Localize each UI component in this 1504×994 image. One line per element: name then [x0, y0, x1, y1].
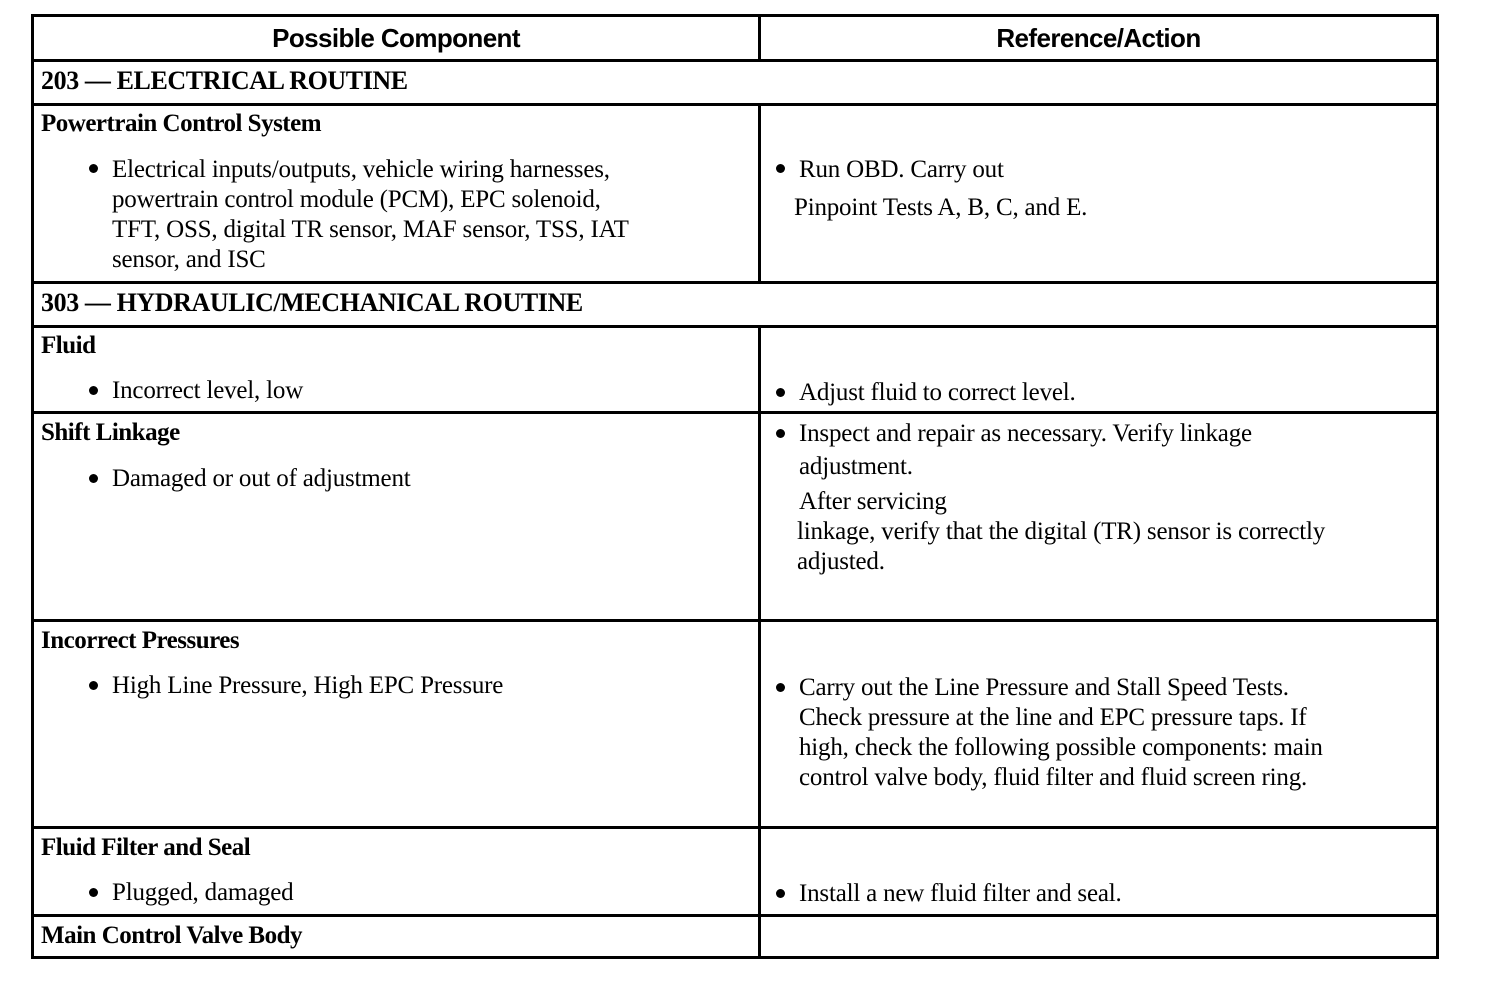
table-border-right — [1436, 14, 1439, 959]
condition-line: Damaged or out of adjustment — [112, 465, 411, 492]
row-divider — [31, 325, 1439, 328]
row-divider — [31, 281, 1439, 284]
bullet-icon — [89, 681, 98, 690]
action-line: After servicing — [799, 488, 947, 515]
row-divider — [31, 103, 1439, 106]
action-line: high, check the following possible components: main — [799, 734, 1323, 761]
component-incorrect-pressures: Incorrect Pressures — [41, 627, 240, 654]
component-fluid: Fluid — [41, 332, 96, 359]
bullet-icon — [89, 888, 98, 897]
column-divider — [758, 103, 761, 284]
table-border-bottom — [31, 956, 1439, 959]
bullet-icon — [89, 386, 98, 395]
table-border-left — [31, 14, 34, 959]
condition-line: Electrical inputs/outputs, vehicle wiring harnesses, — [112, 156, 610, 183]
section-heading-hydraulic-mechanical: 303 — HYDRAULIC/MECHANICAL ROUTINE — [41, 288, 583, 317]
action-line: Run OBD. Carry out — [799, 156, 1004, 183]
bullet-icon — [776, 683, 785, 692]
bullet-icon — [776, 429, 785, 438]
condition-line: Incorrect level, low — [112, 377, 304, 404]
action-line: Check pressure at the line and EPC pressure taps. If — [799, 704, 1307, 731]
column-divider — [758, 325, 761, 959]
condition-line: High Line Pressure, High EPC Pressure — [112, 672, 504, 699]
row-divider — [31, 411, 1439, 414]
component-fluid-filter-and-seal: Fluid Filter and Seal — [41, 834, 251, 861]
action-line: linkage, verify that the digital (TR) sensor is correctly — [797, 518, 1326, 545]
action-line: Adjust fluid to correct level. — [799, 379, 1076, 406]
action-line: adjusted. — [797, 548, 885, 575]
bullet-icon — [776, 388, 785, 397]
component-shift-linkage: Shift Linkage — [41, 419, 180, 446]
condition-line: powertrain control module (PCM), EPC solenoid, — [112, 186, 601, 213]
condition-line: Plugged, damaged — [112, 879, 294, 906]
bullet-icon — [776, 889, 785, 898]
component-main-control-valve-body: Main Control Valve Body — [41, 922, 302, 949]
action-line: control valve body, fluid filter and fluid screen ring. — [799, 764, 1308, 791]
action-line: Inspect and repair as necessary. Verify linkage — [799, 420, 1252, 447]
header-possible-component: Possible Component — [272, 23, 520, 53]
row-divider — [31, 826, 1439, 829]
component-powertrain-control-system: Powertrain Control System — [41, 110, 322, 137]
bullet-icon — [776, 164, 785, 173]
row-divider — [31, 619, 1439, 622]
section-heading-electrical: 203 — ELECTRICAL ROUTINE — [41, 66, 408, 95]
action-line: adjustment. — [799, 453, 913, 480]
bullet-icon — [89, 474, 98, 483]
condition-line: sensor, and ISC — [112, 246, 266, 273]
row-divider — [31, 914, 1439, 917]
bullet-icon — [89, 164, 98, 173]
action-line: Carry out the Line Pressure and Stall Speed Tests. — [799, 674, 1289, 701]
action-line: Pinpoint Tests A, B, C, and E. — [794, 194, 1088, 221]
action-line: Install a new fluid filter and seal. — [799, 880, 1122, 907]
condition-line: TFT, OSS, digital TR sensor, MAF sensor, TSS, IAT — [112, 216, 629, 243]
header-reference-action: Reference/Action — [996, 23, 1201, 53]
